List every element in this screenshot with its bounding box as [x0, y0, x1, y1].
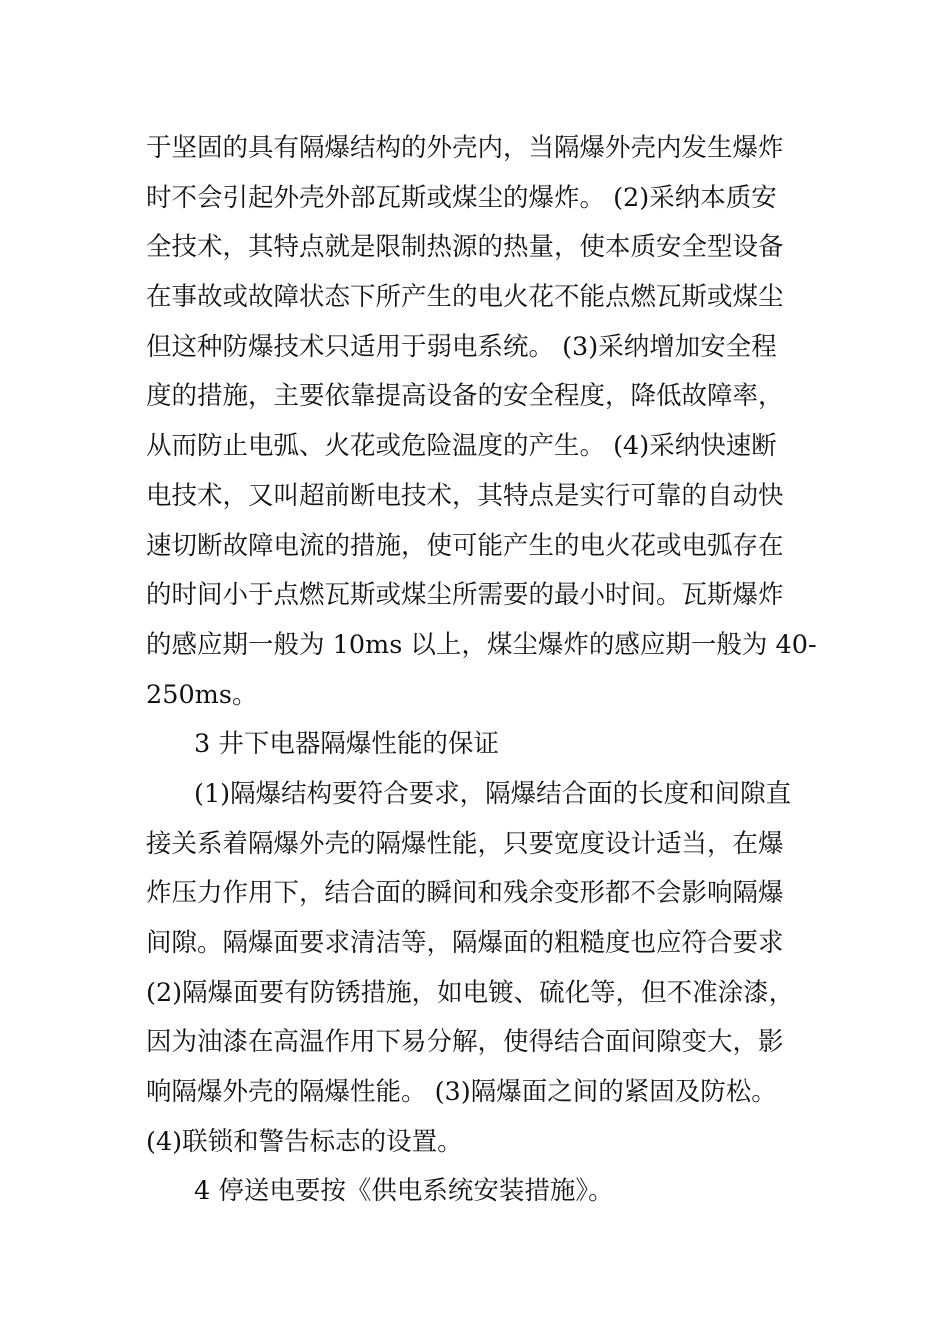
- body-text: [146, 124, 817, 1217]
- text-line: (1)隔爆结构要符合要求，隔爆结合面的长度和间隙直: [194, 778, 792, 809]
- text-line: 的时间小于点燃瓦斯或煤尘所需要的最小时间。瓦斯爆炸: [146, 580, 784, 611]
- text-line: 度的措施，主要依靠提高设备的安全程度，降低故障率，: [146, 381, 784, 412]
- text-line: 接关系着隔爆外壳的隔爆性能，只要宽度设计适当，在爆: [146, 828, 784, 859]
- text-line: 250ms。: [146, 679, 258, 710]
- text-line: 间隙。隔爆面要求清洁等，隔爆面的粗糙度也应符合要求: [146, 928, 784, 958]
- text-line: 于坚固的具有隔爆结构的外壳内，当隔爆外壳内发生爆炸: [146, 133, 784, 163]
- text-line: 的感应期一般为 10ms 以上，煤尘爆炸的感应期一般为 40-: [146, 629, 817, 660]
- section-heading: 4 停送电要按《供电系统安装措施》。: [194, 1176, 614, 1207]
- text-line: 但这种防爆技术只适用于弱电系统。 (3)采纳增加安全程: [146, 331, 777, 362]
- text-line: (4)联锁和警告标志的设置。: [146, 1126, 463, 1157]
- text-line: 响隔爆外壳的隔爆性能。 (3)隔爆面之间的紧固及防松。: [146, 1077, 777, 1108]
- text-line: 速切断故障电流的措施，使可能产生的电火花或电弧存在: [146, 530, 784, 561]
- text-line: 时不会引起外壳外部瓦斯或煤尘的爆炸。 (2)采纳本质安: [146, 182, 777, 213]
- text-line: 全技术，其特点就是限制热源的热量，使本质安全型设备: [146, 232, 784, 263]
- section-heading: 3 井下电器隔爆性能的保证: [194, 729, 499, 760]
- text-line: 炸压力作用下，结合面的瞬间和残余变形都不会影响隔爆: [146, 878, 784, 909]
- text-line: 从而防止电弧、火花或危险温度的产生。 (4)采纳快速断: [146, 431, 777, 462]
- text-line: 电技术，又叫超前断电技术，其特点是实行可靠的自动快: [146, 480, 784, 511]
- text-line: 在事故或故障状态下所产生的电火花不能点燃瓦斯或煤尘: [146, 282, 784, 313]
- text-line: 因为油漆在高温作用下易分解，使得结合面间隙变大，影: [146, 1027, 784, 1058]
- text-line: (2)隔爆面要有防锈措施，如电镀、硫化等，但不准涂漆，: [146, 977, 795, 1008]
